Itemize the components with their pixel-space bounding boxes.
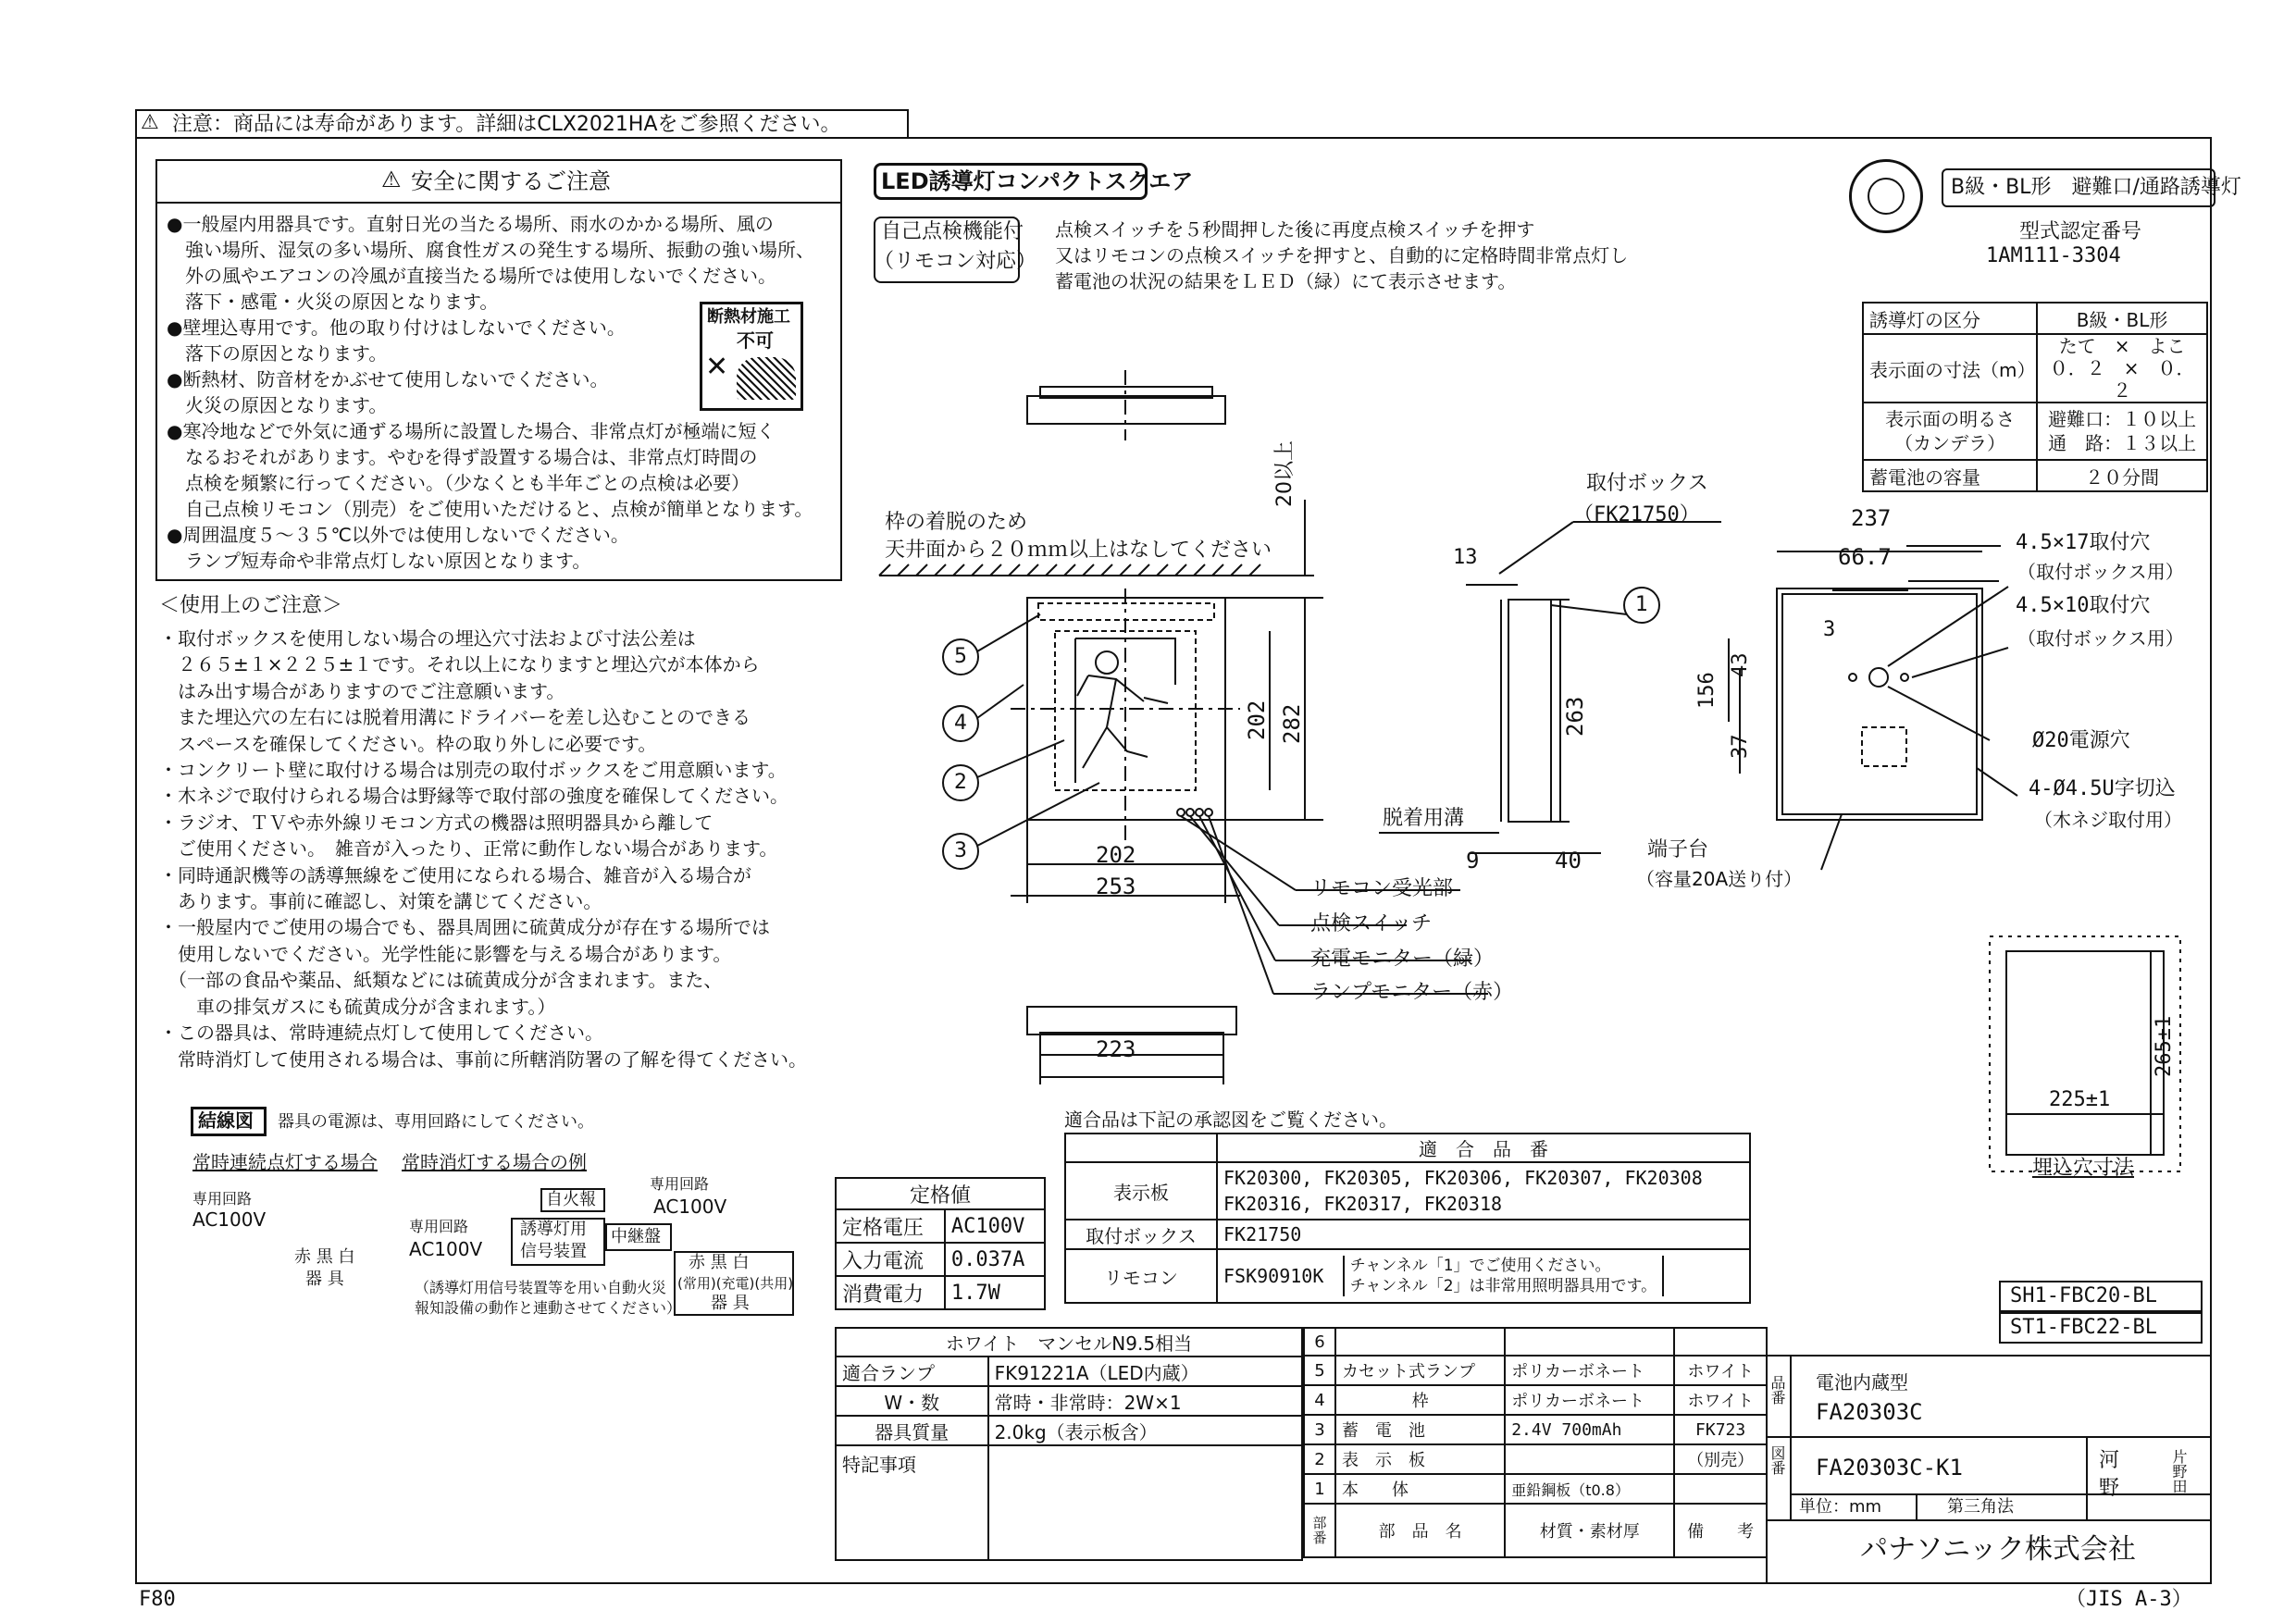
projection: 第三角法 xyxy=(1947,1497,2014,1517)
part-no: 1 xyxy=(1304,1474,1335,1504)
usage-title: ＜使用上のご注意＞ xyxy=(159,594,343,617)
hole1: 4.5×17取付穴 xyxy=(2016,531,2151,554)
pictogram-body xyxy=(1077,675,1168,768)
usage-line: 使用しないでください。光学性能に影響を与える場合があります。 xyxy=(159,942,732,965)
check-switch: 点検スイッチ xyxy=(1310,912,1433,935)
rating-label: 入力電流 xyxy=(836,1243,945,1276)
name-sub: 電池内蔵型 xyxy=(1816,1371,1908,1394)
charge-monitor: 充電モニター（緑） xyxy=(1310,948,1495,971)
compat-label: 表示板 xyxy=(1065,1162,1217,1220)
lamp-value: FK91221A（LED内蔵） xyxy=(988,1357,1302,1386)
desc-line: 点検スイッチを５秒間押した後に再度点検スイッチを押す xyxy=(1055,218,1535,241)
safety-line: ランプ短寿命や非常点灯しない原因となります。 xyxy=(167,550,591,572)
embed-225: 225±1 xyxy=(2049,1088,2111,1111)
badge-line1: 断熱材施工 xyxy=(707,307,790,327)
footnote1: （誘導灯用信号装置等を用い自動火災 xyxy=(415,1279,667,1296)
usage-line: （一部の食品や薬品、紙類などには硫黄成分が含まれます。また、 xyxy=(159,969,723,992)
parts-header-name: 部 品 名 xyxy=(1335,1504,1505,1557)
lamp-label: 適合ランプ xyxy=(836,1357,988,1386)
dim-202v: 202 xyxy=(1244,700,1270,740)
usage-line: ・この器具は、常時連続点灯して使用してください。 xyxy=(159,1022,603,1045)
rating-value: AC100V xyxy=(945,1209,1045,1243)
compat-label: リモコン xyxy=(1065,1249,1217,1303)
callout-5: 5 xyxy=(954,645,967,668)
usage-line: ・ラジオ、ＴＶや赤外線リモコン方式の機器は照明器具から離して xyxy=(159,811,714,834)
case2-rbw: 赤 黒 白 xyxy=(689,1253,750,1272)
rating-title: 定格値 xyxy=(836,1178,1045,1209)
dim-40: 40 xyxy=(1555,848,1582,873)
part-note: ホワイト xyxy=(1674,1356,1767,1385)
safety-title: 安全に関するご注意 xyxy=(411,168,611,194)
part-material: ポリカーボネート xyxy=(1505,1385,1674,1415)
compat-label: 取付ボックス xyxy=(1065,1220,1217,1249)
safety-line: 外の風やエアコンの冷風が直接当たる場所では使用しないでください。 xyxy=(167,265,776,287)
safety-line: ●周囲温度５～３５℃以外では使用しないでください。 xyxy=(167,524,629,546)
footer-left: F80 xyxy=(139,1588,176,1611)
safety-line: ●壁埋込専用です。他の取り付けはしないでください。 xyxy=(167,316,626,339)
safety-line: ●一般屋内用器具です。直射日光の当たる場所、雨水のかかる場所、風の xyxy=(167,213,774,235)
part-note: ホワイト xyxy=(1674,1385,1767,1415)
parts-header-material: 材質・素材厚 xyxy=(1505,1504,1674,1557)
case2-dedicated: 専用回路 xyxy=(409,1218,469,1235)
case2-ac-2: AC100V xyxy=(653,1196,727,1218)
case1-fixture: 器 具 xyxy=(305,1270,344,1289)
part-material xyxy=(1505,1444,1674,1474)
usage-line: スペースを確保してください。枠の取り外しに必要です。 xyxy=(159,732,657,755)
class-label: B級・BL形 避難口/通路誘導灯 xyxy=(1951,176,2241,199)
power-hole-label: Ø20電源穴 xyxy=(2032,729,2130,752)
usage-line: ・一般屋内でご使用の場合でも、器具周囲に硫黄成分が存在する場所では xyxy=(159,916,770,939)
rating-value: 0.037A xyxy=(945,1243,1045,1276)
rating-value: 1.7W xyxy=(945,1276,1045,1309)
case2-usage: (常用)(充電)(共用) xyxy=(677,1275,794,1292)
usage-line: 常時消灯して使用される場合は、事前に所轄消防署の了解を得てください。 xyxy=(159,1047,807,1071)
usage-line: はみ出す場合がありますのでご注意願います。 xyxy=(159,679,565,702)
part-name: 表 示 板 xyxy=(1335,1444,1505,1474)
detach-groove: 脱着用溝 xyxy=(1383,807,1465,830)
callout-1: 1 xyxy=(1635,593,1648,616)
part-name: カセット式ランプ xyxy=(1335,1356,1505,1385)
compat-value: FK21750 xyxy=(1217,1220,1750,1249)
unit: 単位：mm xyxy=(1799,1497,1882,1517)
spec-value: たて × よこ ０．２ × ０．２ xyxy=(2037,334,2207,403)
usage-line: あります。事前に確認し、対策を講じてください。 xyxy=(159,890,602,913)
usage-line: ・木ネジで取付けられる場合は野縁等で取付部の強度を確保してください。 xyxy=(159,785,788,808)
sign-3: 片野田 xyxy=(2170,1449,2188,1493)
dim-253: 253 xyxy=(1096,873,1136,899)
mass-label: 器具質量 xyxy=(836,1416,988,1445)
footnote2: 報知設備の動作と連動させてください） xyxy=(415,1299,682,1317)
cross-icon: ✕ xyxy=(705,351,729,383)
safety-line: 自己点検リモコン（別売）をご使用いただけると、点検が簡単となります。 xyxy=(167,498,813,520)
rating-label: 定格電圧 xyxy=(836,1209,945,1243)
case1-dedicated: 専用回路 xyxy=(192,1190,253,1208)
dim-43: 43 xyxy=(1729,652,1752,677)
dim-263: 263 xyxy=(1562,696,1588,737)
top-notice: 注意：商品には寿命があります。詳細はCLX2021HAをご参照ください。 xyxy=(172,113,841,136)
sign-2: 野 xyxy=(2099,1477,2120,1500)
safety-line: 落下の原因となります。 xyxy=(167,342,388,365)
safety-line: ●断熱材、防音材をかぶせて使用しないでください。 xyxy=(167,368,609,390)
remote-rx: リモコン受光部 xyxy=(1310,877,1454,900)
dim-156: 156 xyxy=(1695,672,1719,709)
part-note xyxy=(1674,1328,1767,1356)
rating-label: 消費電力 xyxy=(836,1276,945,1309)
name-label: 品番 xyxy=(1769,1375,1786,1405)
title-right-divider xyxy=(1766,1436,2212,1438)
approval-no: 1AM111-3304 xyxy=(1986,244,2121,267)
safety-line: 強い場所、湿気の多い場所、腐食性ガスの発生する場所、振動の強い場所、 xyxy=(167,239,814,261)
compat-value: FSK90910K xyxy=(1223,1265,1324,1287)
compat-table xyxy=(1064,1133,1751,1304)
usage-line: ・取付ボックスを使用しない場合の埋込穴寸法および寸法公差は xyxy=(159,627,696,650)
part-material: ポリカーボネート xyxy=(1505,1356,1674,1385)
callout-3: 3 xyxy=(954,839,967,862)
badge-line2: 不可 xyxy=(737,329,774,352)
part-no: 5 xyxy=(1304,1356,1335,1385)
u-cut-sub: （木ネジ取付用） xyxy=(2034,809,2182,831)
hole2: 4.5×10取付穴 xyxy=(2016,594,2151,617)
compat-header: 適 合 品 番 xyxy=(1217,1134,1750,1162)
u-cut: 4-Ø4.5U字切込 xyxy=(2029,777,2176,800)
guide-signal: 誘導灯用 xyxy=(520,1220,587,1239)
drawing-no: FA20303C-K1 xyxy=(1816,1455,1963,1481)
part-note: （別売） xyxy=(1674,1444,1767,1474)
safety-line: なるおそれがあります。やむを得ず設置する場合は、非常点灯時間の xyxy=(167,446,758,468)
terminal: 端子台 xyxy=(1647,838,1709,861)
model-code: ST1-FBC22-BL xyxy=(2010,1316,2157,1339)
parts-table xyxy=(1303,1327,1768,1558)
case2-fixture: 器 具 xyxy=(711,1294,750,1313)
safety-line: 火災の原因となります。 xyxy=(167,394,388,416)
callout-2: 2 xyxy=(954,771,967,794)
bottom-view-outline xyxy=(1027,1007,1236,1035)
warning-icon: ⚠ xyxy=(141,111,159,134)
case2-title: 常時消灯する場合の例 xyxy=(402,1151,587,1173)
usage-line: ・コンクリート壁に取付ける場合は別売の取付ボックスをご用意願います。 xyxy=(159,759,787,782)
case1-ac: AC100V xyxy=(192,1208,267,1231)
parts-header-note: 備 考 xyxy=(1674,1504,1767,1557)
part-no: 3 xyxy=(1304,1415,1335,1444)
title-right-divider xyxy=(1766,1519,2212,1521)
part-material: 亜鉛鋼板（t0.8） xyxy=(1505,1474,1674,1504)
spec-label: 表示面の寸法（m） xyxy=(1863,334,2037,403)
rating-table xyxy=(835,1177,1046,1310)
embed-title: 埋込穴寸法 xyxy=(2032,1157,2135,1180)
callout-4: 4 xyxy=(954,712,967,735)
dim-3: 3 xyxy=(1823,618,1836,641)
remote-note2: チャンネル「2」は非常用照明器具用です。 xyxy=(1349,1277,1657,1295)
remote-note1: チャンネル「1」でご使用ください。 xyxy=(1349,1257,1611,1275)
terminal-block xyxy=(1862,727,1906,766)
wiring-badge: 結線図 xyxy=(198,1109,254,1132)
lamp-monitor: ランプモニター（赤） xyxy=(1310,981,1514,1004)
side-view-body xyxy=(1508,600,1551,822)
color-spec: ホワイト マンセルN9.5相当 xyxy=(836,1328,1302,1357)
watt-value: 常時・非常時：2W×1 xyxy=(988,1386,1302,1416)
part-name: 枠 xyxy=(1335,1385,1505,1415)
embed-hole xyxy=(2006,951,2164,1155)
box-model: （FK21750） xyxy=(1573,503,1700,527)
spec-value: B級・BL形 xyxy=(2037,303,2207,334)
spec-label: 誘導灯の区分 xyxy=(1863,303,2037,334)
hole2-sub: （取付ボックス用） xyxy=(2017,627,2184,650)
desc-line: 蓄電池の状況の結果をＬＥＤ（緑）にて表示させます。 xyxy=(1055,270,1517,292)
safety-line: 点検を頻繁に行ってください。（少なくとも半年ごとの点検は必要） xyxy=(167,472,750,494)
spec-value: 避難口：１０以上 通 路：１３以上 xyxy=(2037,403,2207,460)
relay: 中継盤 xyxy=(611,1227,661,1246)
ceiling-hatch xyxy=(879,564,1260,576)
signal-device: 信号装置 xyxy=(520,1242,587,1261)
usage-line: ご使用ください。 雑音が入ったり、正常に動作しない場合があります。 xyxy=(159,837,778,861)
part-name xyxy=(1335,1328,1505,1356)
part-note xyxy=(1674,1474,1767,1504)
remote-support: （リモコン対応） xyxy=(874,250,1037,273)
hole1-sub: （取付ボックス用） xyxy=(2017,561,2184,583)
spec-value: ２０分間 xyxy=(2037,460,2207,491)
title-block-left xyxy=(835,1327,1303,1561)
power-hole xyxy=(1869,668,1888,687)
part-name: 本 体 xyxy=(1335,1474,1505,1504)
part-note: FK723 xyxy=(1674,1415,1767,1444)
safety-line: ●寒冷地などで外気に通ずる場所に設置した場合、非常点灯が極端に短く xyxy=(167,420,776,442)
company: パナソニック株式会社 xyxy=(1860,1533,2136,1566)
part-material xyxy=(1505,1328,1674,1356)
spec-label: 蓄電池の容量 xyxy=(1863,460,2037,491)
safety-line: 落下・感電・火災の原因となります。 xyxy=(167,291,499,313)
spec-label: 表示面の明るさ （カンデラ） xyxy=(1863,403,2037,460)
safety-warning-icon: ⚠ xyxy=(381,167,402,192)
frame-note2: 天井面から２０ｍｍ以上はなしてください xyxy=(885,539,1272,562)
pictogram-head xyxy=(1096,651,1118,674)
dim-202h: 202 xyxy=(1096,842,1136,868)
usage-line: ２６５±１×２２５±１です。それ以上になりますと埋込穴が本体から xyxy=(159,653,760,676)
case2-ac: AC100V xyxy=(409,1238,483,1260)
case1-title: 常時連続点灯する場合 xyxy=(192,1151,378,1173)
footer-right: （JIS A-3） xyxy=(2066,1588,2192,1611)
part-no: 2 xyxy=(1304,1444,1335,1474)
dim-223: 223 xyxy=(1096,1036,1136,1062)
dim-13: 13 xyxy=(1453,546,1478,569)
part-no: 6 xyxy=(1304,1328,1335,1356)
frame-note1: 枠の着脱のため xyxy=(885,511,1028,534)
fire-alarm: 自火報 xyxy=(546,1190,596,1209)
product-no: FA20303C xyxy=(1816,1399,1923,1425)
sign-1: 河 xyxy=(2099,1449,2120,1472)
dim-237: 237 xyxy=(1851,505,1892,531)
usage-line: ・同時通訳機等の誘導無線をご使用になられる場合、雑音が入る場合が xyxy=(159,863,751,886)
dim-9: 9 xyxy=(1466,848,1480,873)
dim-66-7: 66.7 xyxy=(1838,544,1892,570)
parts-header-no: 部番 xyxy=(1304,1504,1335,1557)
title-right-divider xyxy=(1790,1355,1792,1519)
desc-line: 又はリモコンの点検スイッチを押すと、自動的に定格時間非常点灯し xyxy=(1055,244,1629,266)
mass-value: 2.0kg（表示板含） xyxy=(988,1416,1302,1445)
title-right-divider xyxy=(2086,1436,2088,1519)
usage-line: 車の排気ガスにも硫黄成分が含まれます。） xyxy=(159,995,556,1018)
compat-note: 適合品は下記の承認図をご覧ください。 xyxy=(1064,1109,1397,1131)
model-code: SH1-FBC20-BL xyxy=(2010,1284,2157,1307)
box-label: 取付ボックス xyxy=(1586,472,1708,495)
part-material: 2.4V 700mAh xyxy=(1505,1415,1674,1444)
part-no: 4 xyxy=(1304,1385,1335,1415)
drawing-label: 図番 xyxy=(1769,1445,1786,1475)
wiring-note: 器具の電源は、専用回路にしてください。 xyxy=(278,1112,594,1132)
product-name: LED誘導灯コンパクトスクエア xyxy=(881,168,1194,194)
embed-265: 265±1 xyxy=(2153,1015,2176,1077)
terminal-sub: （容量20A送り付） xyxy=(1636,868,1803,890)
watt-label: W・数 xyxy=(836,1386,988,1416)
remote-note xyxy=(1343,1256,1664,1296)
special-label: 特記事項 xyxy=(836,1445,988,1560)
self-check: 自己点検機能付 xyxy=(881,220,1024,243)
compat-value: FK20300, FK20305, FK20306, FK20307, FK20308 FK20316, FK20317, FK20318 xyxy=(1217,1162,1750,1220)
dim-37: 37 xyxy=(1729,734,1752,759)
case2-dedicated-2: 専用回路 xyxy=(650,1175,710,1193)
title-right-divider xyxy=(1790,1493,2212,1495)
dim-20: 20以上 xyxy=(1273,440,1297,507)
approval-title: 型式認定番号 xyxy=(2019,220,2142,243)
title-right-divider xyxy=(1916,1493,1917,1519)
compat-remote-cell xyxy=(1217,1249,1750,1303)
dim-282: 282 xyxy=(1279,703,1305,744)
usage-line: また埋込穴の左右には脱着用溝にドライバーを差し込むことのできる xyxy=(159,706,751,729)
case1-rbw: 赤 黒 白 xyxy=(294,1247,355,1267)
part-name: 蓄 電 池 xyxy=(1335,1415,1505,1444)
